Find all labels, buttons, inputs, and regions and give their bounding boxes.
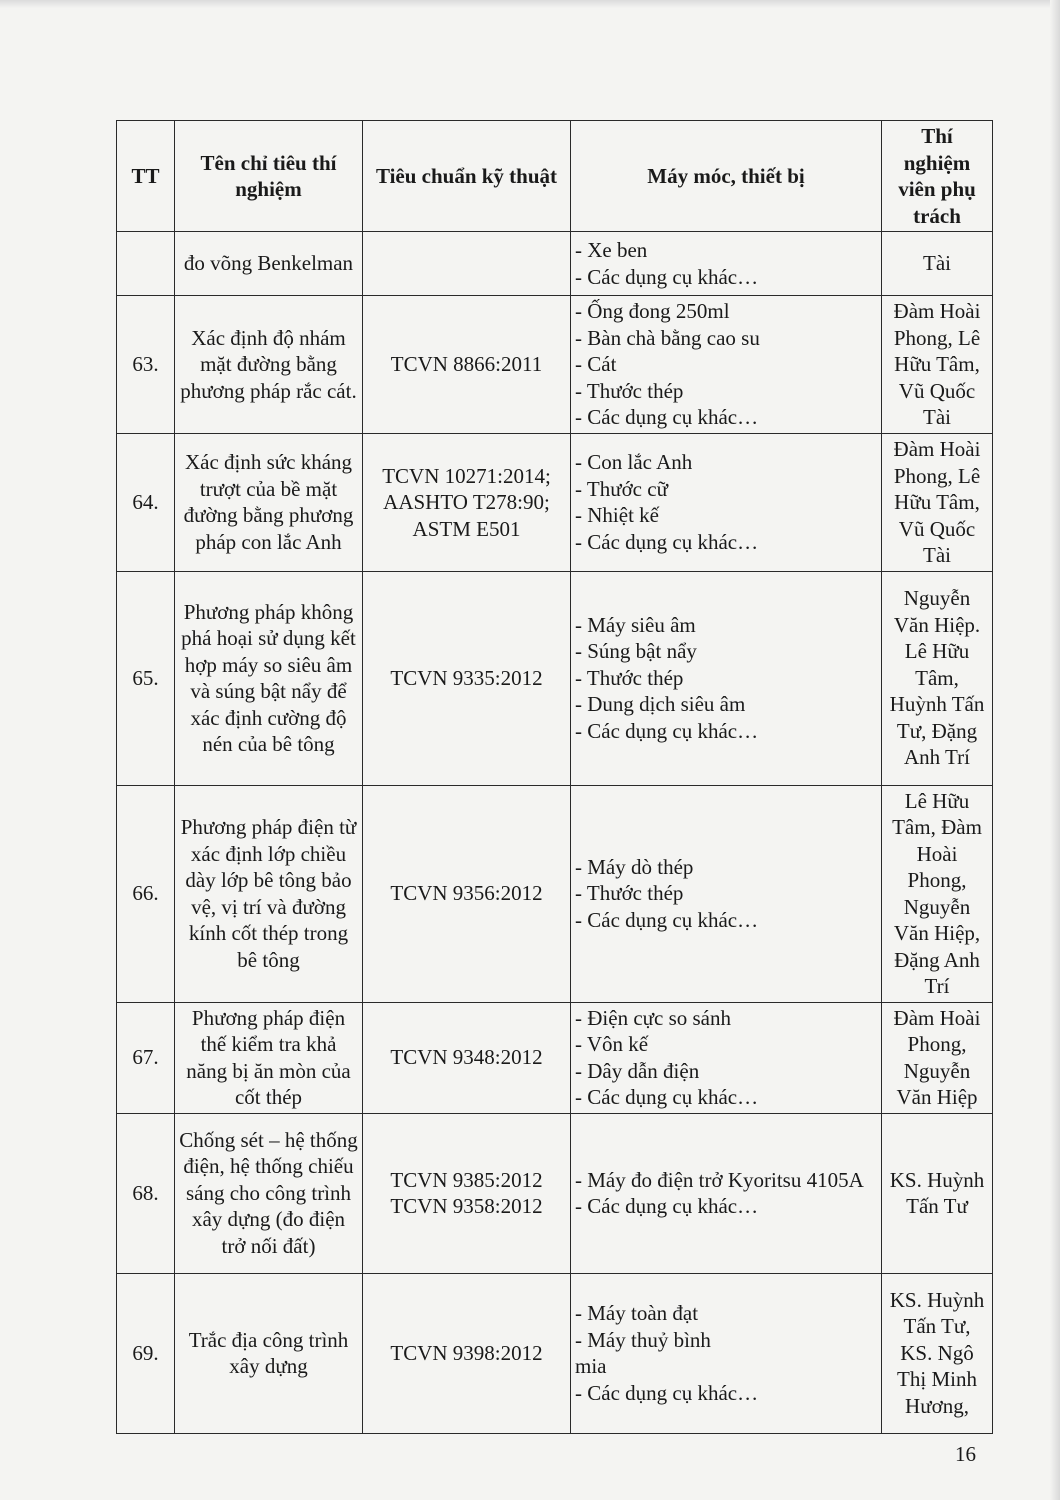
row-staff: Tài bbox=[882, 232, 993, 296]
row-equipment bbox=[571, 434, 882, 572]
row-equipment bbox=[571, 1002, 882, 1113]
equipment-item: - Các dụng cụ khác… bbox=[575, 1380, 759, 1405]
page-number: 16 bbox=[955, 1442, 976, 1466]
equipment-item: - Máy thuỷ bình bbox=[575, 1327, 711, 1352]
equipment-item: - Bàn chà bằng cao su bbox=[575, 325, 760, 350]
header-standard: Tiêu chuẩn kỹ thuật bbox=[363, 121, 571, 232]
row-equipment bbox=[571, 296, 882, 434]
equipment-item: - Súng bật nẩy bbox=[575, 639, 697, 664]
row-tt: 67. bbox=[117, 1002, 175, 1113]
equipment-item: - Vôn kế bbox=[575, 1032, 649, 1056]
row-standard: TCVN 9398:2012 bbox=[363, 1273, 571, 1433]
equipment-item: - Thước cữ bbox=[575, 476, 668, 501]
equipment-item: - Điện cực so sánh bbox=[575, 1005, 732, 1030]
equipment-item: - Con lắc Anh bbox=[575, 450, 693, 475]
header-equipment: Máy móc, thiết bị bbox=[571, 121, 882, 232]
row-staff: Đàm Hoài Phong, Lê Hữu Tâm, Vũ Quốc Tài bbox=[882, 296, 993, 434]
row-tt: 64. bbox=[117, 434, 175, 572]
row-standard: TCVN 8866:2011 bbox=[363, 296, 571, 434]
row-test-name: Trắc địa công trình xây dựng bbox=[175, 1273, 363, 1433]
row-test-name: Xác định độ nhám mặt đường bằng phương pháp rắc cát. bbox=[175, 296, 363, 434]
table-row bbox=[117, 296, 993, 434]
equipment-item: - Máy dò thép bbox=[575, 854, 694, 879]
equipment-item: - Máy toàn đạt bbox=[575, 1301, 699, 1325]
row-test-name: đo võng Benkelman bbox=[175, 232, 363, 296]
row-standard: TCVN 9356:2012 bbox=[363, 785, 571, 1002]
row-equipment bbox=[571, 785, 882, 1002]
table-header-row bbox=[117, 121, 993, 232]
row-test-name: Xác định sức kháng trượt của bề mặt đường bằng phương pháp con lắc Anh bbox=[175, 434, 363, 572]
equipment-item: - Máy đo điện trở Kyoritsu 4105A bbox=[575, 1167, 864, 1192]
equipment-item: - Dây dẫn điện bbox=[575, 1058, 700, 1083]
row-equipment bbox=[571, 571, 882, 785]
row-test-name: Chống sét – hệ thống điện, hệ thống chiếu sáng cho công trình xây dựng (đo điện trở nối đất) bbox=[175, 1113, 363, 1273]
row-standard: TCVN 9335:2012 bbox=[363, 571, 571, 785]
page-top-edge bbox=[0, 0, 1060, 8]
equipment-item: - Cát bbox=[575, 352, 617, 377]
equipment-item: - Các dụng cụ khác… bbox=[575, 264, 759, 289]
table-row bbox=[117, 232, 993, 296]
equipment-item: - Thước thép bbox=[575, 881, 684, 906]
equipment-item: - Dung dịch siêu âm bbox=[575, 692, 746, 717]
table-row bbox=[117, 1002, 993, 1113]
row-tt: 69. bbox=[117, 1273, 175, 1433]
equipment-item: - Thước thép bbox=[575, 665, 684, 690]
equipment-item: mia bbox=[575, 1354, 607, 1378]
row-staff: KS. Huỳnh Tấn Tư bbox=[882, 1113, 993, 1273]
equipment-item: - Xe ben bbox=[575, 238, 648, 262]
row-tt bbox=[117, 232, 175, 296]
header-staff: Thí nghiệm viên phụ trách bbox=[882, 121, 993, 232]
equipment-item: - Ống đong 250ml bbox=[575, 299, 730, 324]
row-staff: KS. Huỳnh Tấn Tư, KS. Ngô Thị Minh Hương, bbox=[882, 1273, 993, 1433]
table-row bbox=[117, 1273, 993, 1433]
equipment-item: - Các dụng cụ khác… bbox=[575, 405, 759, 430]
equipment-item: - Các dụng cụ khác… bbox=[575, 1194, 759, 1218]
row-equipment bbox=[571, 232, 882, 296]
equipment-item: - Các dụng cụ khác… bbox=[575, 1085, 759, 1109]
row-standard: TCVN 10271:2014; AASHTO T278:90; ASTM E501 bbox=[363, 434, 571, 572]
row-staff: Lê Hữu Tâm, Đàm Hoài Phong, Nguyễn Văn Hiệp, Đặng Anh Trí bbox=[882, 785, 993, 1002]
row-standard: TCVN 9385:2012 TCVN 9358:2012 bbox=[363, 1113, 571, 1273]
row-tt: 63. bbox=[117, 296, 175, 434]
equipment-item: - Các dụng cụ khác… bbox=[575, 907, 759, 932]
row-test-name: Phương pháp không phá hoại sử dụng kết hợp máy so siêu âm và súng bật nẩy để xác định cường độ nén của bê tông bbox=[175, 571, 363, 785]
row-test-name: Phương pháp điện từ xác định lớp chiều dày lớp bê tông bảo vệ, vị trí và đường kính cốt thép trong bê tông bbox=[175, 785, 363, 1002]
row-standard: TCVN 9348:2012 bbox=[363, 1002, 571, 1113]
table-row bbox=[117, 434, 993, 572]
row-equipment bbox=[571, 1273, 882, 1433]
table-row bbox=[117, 1113, 993, 1273]
row-tt: 66. bbox=[117, 785, 175, 1002]
row-equipment bbox=[571, 1113, 882, 1273]
row-staff: Nguyễn Văn Hiệp. Lê Hữu Tâm, Huỳnh Tấn Tư, Đặng Anh Trí bbox=[882, 571, 993, 785]
row-tt: 65. bbox=[117, 571, 175, 785]
header-tt: TT bbox=[117, 121, 175, 232]
equipment-table bbox=[116, 120, 993, 1434]
equipment-item: - Nhiệt kế bbox=[575, 503, 659, 528]
table-row bbox=[117, 785, 993, 1002]
row-tt: 68. bbox=[117, 1113, 175, 1273]
equipment-item: - Các dụng cụ khác… bbox=[575, 529, 759, 554]
header-test-name: Tên chỉ tiêu thí nghiệm bbox=[175, 121, 363, 232]
equipment-item: - Thước thép bbox=[575, 378, 684, 403]
page-right-edge bbox=[1050, 0, 1060, 1500]
row-standard bbox=[363, 232, 571, 296]
row-staff: Đàm Hoài Phong, Lê Hữu Tâm, Vũ Quốc Tài bbox=[882, 434, 993, 572]
row-test-name: Phương pháp điện thế kiểm tra khả năng bị ăn mòn của cốt thép bbox=[175, 1002, 363, 1113]
table-row bbox=[117, 571, 993, 785]
row-staff: Đàm Hoài Phong, Nguyễn Văn Hiệp bbox=[882, 1002, 993, 1113]
equipment-item: - Máy siêu âm bbox=[575, 612, 696, 637]
equipment-item: - Các dụng cụ khác… bbox=[575, 718, 759, 743]
